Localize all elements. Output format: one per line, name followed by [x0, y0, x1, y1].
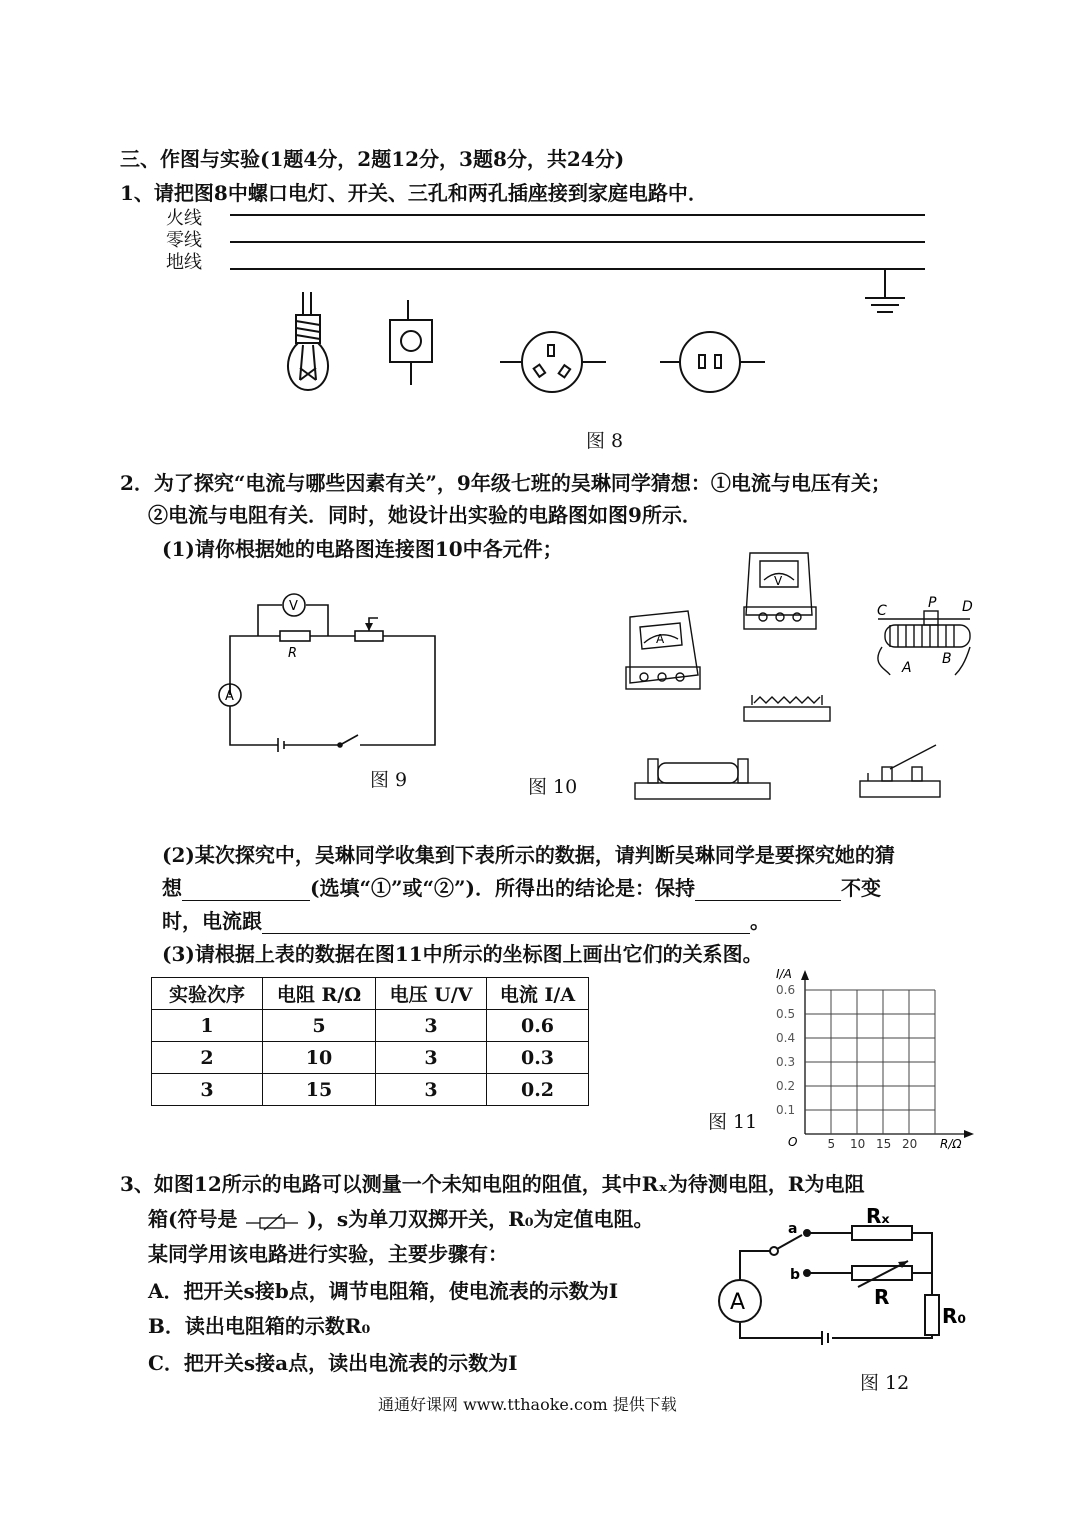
q3-line1: 3、如图12所示的电路可以测量一个未知电阻的阻值，其中Rₓ为待测电阻，R为电阻 [120, 1172, 865, 1196]
wire-label-neutral: 零线 [166, 230, 202, 251]
table-cell: 0.2 [487, 1074, 589, 1106]
figure-8 [160, 200, 950, 420]
resistance-box [852, 1266, 912, 1280]
rheostat-label-d: D [962, 599, 973, 615]
q3-line2a: 箱(符号是 [148, 1207, 238, 1231]
figure-8-caption: 图 8 [586, 430, 624, 452]
table-header-row [152, 978, 589, 1010]
x-axis-label: R/Ω [940, 1137, 962, 1151]
y-tick-label: 0.2 [776, 1079, 796, 1093]
origin-label: O [788, 1135, 798, 1149]
two-hole-socket-icon [660, 332, 765, 392]
y-tick-label: 0.3 [776, 1055, 796, 1069]
switch-contact-a: a [788, 1221, 798, 1237]
table-cell: 2 [152, 1042, 263, 1074]
table-cell: 3 [376, 1074, 487, 1106]
y-tick-label: 0.5 [776, 1007, 796, 1021]
switch-contact-b: b [790, 1267, 801, 1283]
rheostat-label-b: B [942, 651, 952, 667]
q2-intro-line1: 2．为了探究“电流与哪些因素有关”，9年级七班的吴琳同学猜想：①电流与电压有关； [120, 471, 891, 495]
table-row [152, 1010, 589, 1042]
figure-12-caption: 图 12 [860, 1372, 910, 1394]
table-cell: 3 [376, 1010, 487, 1042]
rheostat-label-p: P [928, 595, 937, 611]
y-tick-label: 0.1 [776, 1103, 796, 1117]
answer-blank-guess[interactable] [182, 880, 310, 901]
rheostat-label-a: A [902, 660, 912, 676]
wire-label-ground: 地线 [166, 252, 202, 273]
ammeter-device-icon [626, 611, 700, 689]
three-hole-socket-icon [500, 332, 606, 392]
figure-9-caption: 图 9 [370, 769, 408, 791]
footer: 通通好课网 www.tthaoke.com 提供下载 [378, 1395, 677, 1414]
r0-label: R₀ [942, 1304, 967, 1328]
table-row [152, 1042, 589, 1074]
figure-9-circuit [210, 585, 450, 755]
q3-line2b: )，s为单刀双掷开关，R₀为定值电阻。 [307, 1207, 654, 1231]
resistance-box-symbol-icon [244, 1211, 300, 1231]
table-header-cell: 电流 I/A [487, 978, 589, 1010]
table-cell: 15 [263, 1074, 376, 1106]
table-cell: 5 [263, 1010, 376, 1042]
q2-part2-xiang: 想 [162, 876, 182, 900]
r0-resistor [925, 1295, 939, 1335]
q3-line2 [148, 1203, 654, 1232]
rheostat-label-c: C [877, 603, 887, 619]
x-tick-label: 5 [827, 1137, 836, 1151]
q3-step-c: C．把开关s接a点，读出电流表的示数为I [148, 1351, 518, 1375]
figure-12-circuit [712, 1205, 974, 1355]
y-axis-arrow-icon [801, 970, 809, 980]
screw-bulb-icon [288, 292, 328, 390]
figure-10-components [620, 545, 973, 805]
figure-10-caption: 图 10 [528, 776, 578, 798]
fig10-voltmeter-label: V [774, 574, 783, 588]
q2-part2-mid: (选填“①”或“②”)．所得出的结论是：保持 [310, 876, 695, 900]
table-header-cell: 电阻 R/Ω [263, 978, 376, 1010]
voltmeter-label: V [289, 599, 298, 614]
resistor-r [280, 631, 310, 641]
rheostat-device-icon [878, 611, 970, 675]
y-tick-label: 0.6 [776, 983, 796, 997]
q3-step-b: B．读出电阻箱的示数R₀ [148, 1314, 371, 1338]
q2-part2-bubian: 不变 [840, 876, 881, 900]
table-cell: 10 [263, 1042, 376, 1074]
fixed-resistor-device-icon [744, 695, 830, 721]
q2-part2-shi: 时，电流跟 [162, 909, 262, 933]
x-tick-label: 20 [902, 1137, 918, 1151]
voltmeter-device-icon [744, 553, 816, 629]
table-row [152, 1074, 589, 1106]
rx-label: Rₓ [866, 1204, 890, 1228]
q2-part3: (3)请根据上表的数据在图11中所示的坐标图上画出它们的关系图。 [162, 942, 763, 966]
x-tick-label: 10 [850, 1137, 866, 1151]
wall-switch-icon [390, 300, 432, 385]
data-table [151, 977, 589, 1106]
fig10-ammeter-label: A [656, 632, 665, 646]
q2-part1: (1)请你根据她的电路图连接图10中各元件； [162, 537, 563, 561]
table-cell: 1 [152, 1010, 263, 1042]
ammeter-label: A [225, 689, 234, 704]
knife-switch-device-icon [860, 745, 940, 797]
fig12-ammeter-label: A [730, 1290, 746, 1315]
x-tick-label: 15 [876, 1137, 892, 1151]
q2-intro-line2: ②电流与电阻有关．同时，她设计出实验的电路图如图9所示． [148, 503, 702, 527]
figure-11-caption: 图 11 [708, 1111, 758, 1133]
table-header-cell: 电压 U/V [376, 978, 487, 1010]
answer-blank-conclusion[interactable] [262, 913, 750, 934]
table-cell: 0.3 [487, 1042, 589, 1074]
ground-symbol-icon [865, 269, 905, 312]
y-tick-label: 0.4 [776, 1031, 796, 1045]
r-label: R [874, 1285, 890, 1309]
battery-holder-device-icon [635, 759, 770, 799]
table-cell: 0.6 [487, 1010, 589, 1042]
q3-line3: 某同学用该电路进行实验，主要步骤有： [148, 1242, 508, 1266]
section-heading: 三、作图与实验(1题4分，2题12分，3题8分，共24分) [120, 147, 625, 171]
table-header-cell: 实验次序 [152, 978, 263, 1010]
rheostat [355, 631, 383, 641]
q1-text: 1、请把图8中螺口电灯、开关、三孔和两孔插座接到家庭电路中． [120, 181, 708, 205]
q2-part2-line3 [162, 905, 770, 934]
wire-label-live: 火线 [166, 208, 202, 229]
answer-blank-constant[interactable] [695, 880, 841, 901]
resistor-label: R [288, 646, 298, 661]
figure-11-graph[interactable] [770, 962, 975, 1152]
rx-resistor [852, 1226, 912, 1240]
q2-part2-line2 [162, 872, 881, 901]
y-axis-label: I/A [776, 967, 792, 981]
table-cell: 3 [152, 1074, 263, 1106]
table-cell: 3 [376, 1042, 487, 1074]
q2-part2-end: 。 [750, 909, 770, 933]
q3-step-a: A．把开关s接b点，调节电阻箱，使电流表的示数为I [148, 1279, 619, 1303]
x-axis-arrow-icon [964, 1130, 974, 1138]
q2-part2-line1: (2)某次探究中，吴琳同学收集到下表所示的数据，请判断吴琳同学是要探究她的猜 [162, 843, 895, 867]
